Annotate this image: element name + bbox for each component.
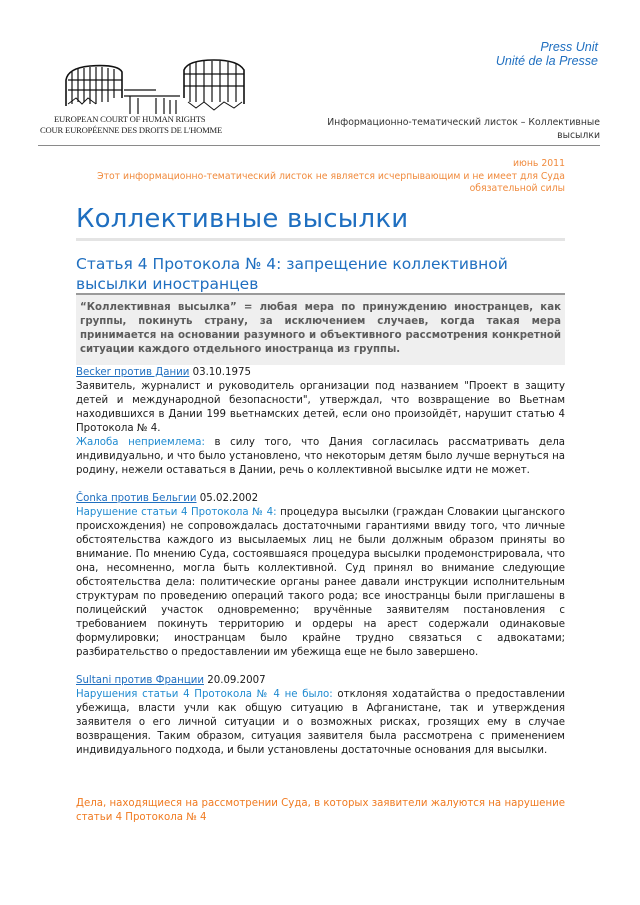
case-link[interactable]: Becker против Дании [76, 367, 190, 378]
pending-cases-heading: Дела, находящиеся на рассмотрении Суда, в которых заявители жалуются на нарушение статьи 4 Протокола № 4 [76, 798, 565, 823]
press-unit [496, 40, 598, 68]
case-item [76, 674, 565, 758]
meta-info [76, 158, 565, 196]
case-verdict: Жалоба неприемлема: [76, 437, 205, 448]
document-type [300, 116, 600, 142]
document-type-line1: Информационно-тематический листок – Коллективные [327, 117, 600, 128]
header-divider [38, 145, 600, 146]
title-divider [76, 238, 565, 241]
definition-box: “Коллективная высылка” = любая мера по принуждению иностранцев, как группы, покинуть страну, за исключением случаев, когда такая мера принимается на основании разумного и объективного рассмотрения конкретной ситуации каждого отдельного иностранца из группы. [76, 295, 565, 365]
section-heading-line2: высылки иностранцев [76, 275, 259, 293]
court-building-icon [38, 58, 258, 114]
case-text: в силу того, что Дания согласилась рассматривать дела индивидуально, и что было установлено, что некоторым детям было лучше вернуться на родину, нежели оставаться в Дании, речь о коллективной высылке идти не может. [76, 437, 565, 476]
case-text: процедура высылки (граждан Словакии цыганского происхождения) не сопровождалась достаточными гарантиями ввиду того, что личные обстоятельства каждого из высылаемых лиц не были должным образом приняты во внимание. По мнению Суда, состоявшаяся процедура высылки продемонстрировала, что она, несомненно, могла быть коллективной. Суд принял во внимание следующие обстоятельства дела: политические органы ранее давали инструкции исполнительным структурам по проведению операций такого рода; все иностранцы были приглашены в полицейский участок одновременно; вручённые заявителям постановления с требованием покинуть территорию и ордеры на арест содержали одинаковые формулировки; иностранцам было крайне трудно связаться с адвокатами; разбирательство о предоставлении им убежища еще не было завершено. [76, 507, 565, 658]
page-title: Коллективные высылки [76, 204, 409, 234]
logo-text-fr: COUR EUROPÉENNE DES DROITS DE L'HOMME [40, 125, 223, 135]
court-logo [38, 58, 258, 140]
case-link[interactable]: Čonka против Бельгии [76, 493, 197, 504]
case-item [76, 492, 565, 660]
date: июнь 2011 [512, 158, 565, 169]
case-facts: Заявитель, журналист и руководитель организации под названием "Проект в защиту детей и международной безопасности", утверждал, что возвращение во Вьетнам находившихся в Дании 199 вьетнамских детей, если оно произойдёт, нарушит статью 4 Протокола № 4. [76, 381, 565, 434]
case-verdict: Нарушение статьи 4 Протокола № 4: [76, 507, 277, 518]
case-date: 03.10.1975 [192, 367, 251, 378]
case-list [76, 366, 565, 772]
case-item [76, 366, 565, 478]
press-unit-en: Press Unit [540, 40, 598, 54]
disclaimer-line1: Этот информационно-тематический листок не является исчерпывающим и не имеет для Суда [97, 170, 565, 182]
case-link[interactable]: Sultani против Франции [76, 675, 204, 686]
section-heading [76, 254, 565, 294]
document-type-line2: высылки [557, 130, 600, 141]
case-date: 05.02.2002 [199, 493, 259, 504]
logo-text-en: EUROPEAN COURT OF HUMAN RIGHTS [54, 114, 206, 124]
case-text: отклоняя ходатайства о предоставлении убежища, власти учли как общую ситуацию в Афганистане, так и утверждения заявителя о его личной ситуации и о возможных рисках, грозящих ему в случае возвращения. Таким образом, ситуация заявителя была рассмотрена с применением индивидуального подхода, и были установлены достаточные основания для высылки. [76, 689, 565, 756]
case-date: 20.09.2007 [207, 675, 266, 686]
section-heading-line1: Статья 4 Протокола № 4: запрещение коллективной [76, 255, 508, 273]
case-verdict: Нарушения статьи 4 Протокола № 4 не было: [76, 689, 333, 700]
press-unit-fr: Unité de la Presse [495, 54, 598, 68]
disclaimer-line2: обязательной силы [469, 183, 565, 194]
